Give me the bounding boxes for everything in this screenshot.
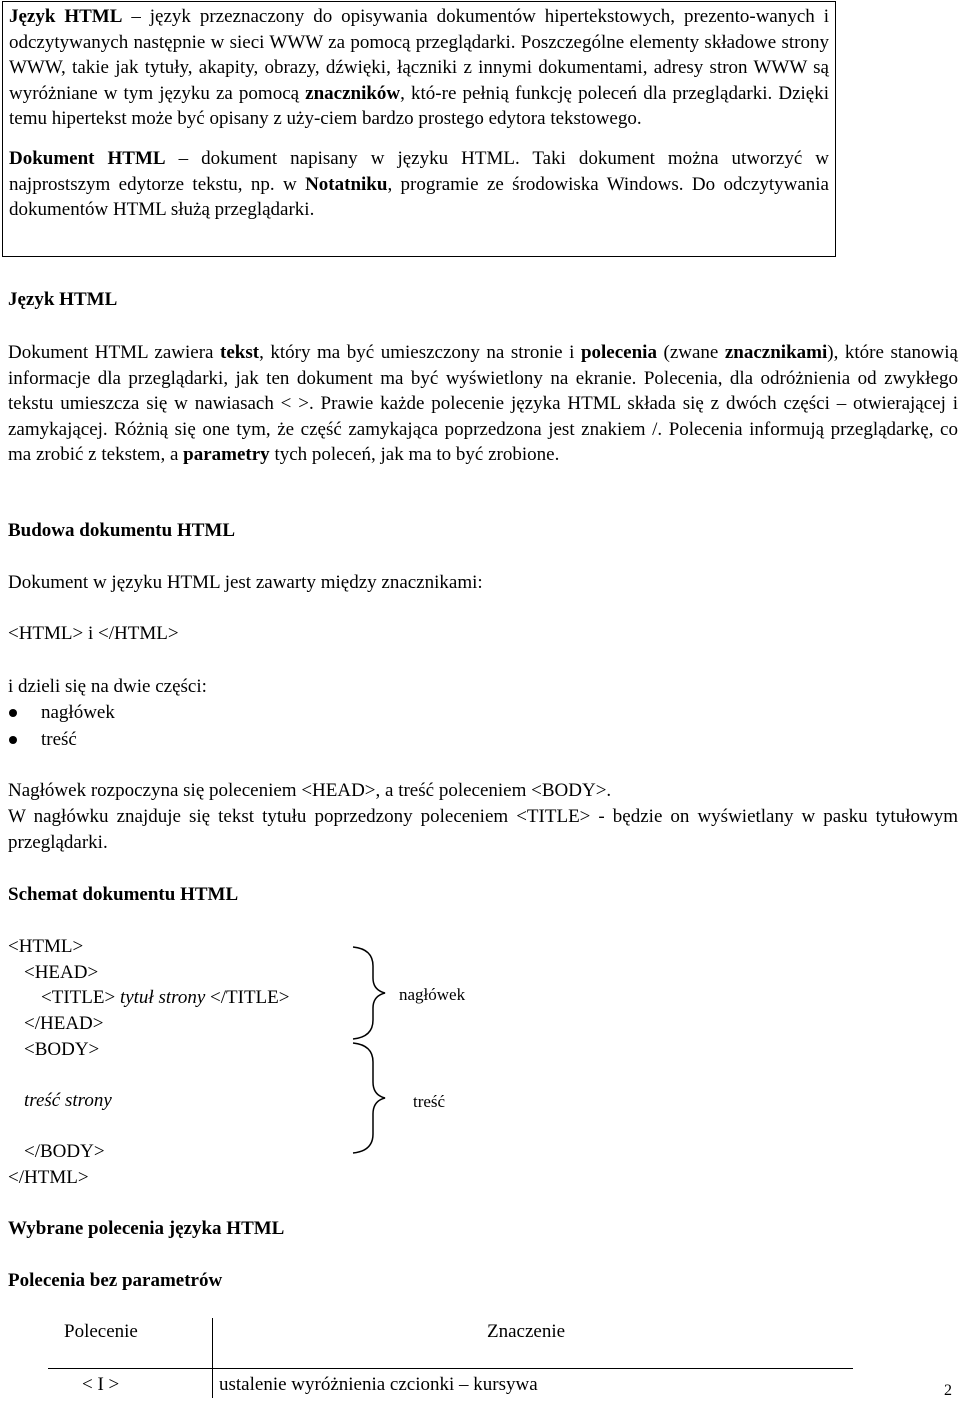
subheading-commands-without-params: Polecenia bez parametrów: [8, 1270, 223, 1291]
table-cell-command: < I >: [82, 1374, 120, 1395]
section-heading-selected-commands: Wybrane polecenia języka HTML: [8, 1218, 285, 1239]
body-brace-icon: [353, 1043, 385, 1153]
table-header-divider: [48, 1368, 853, 1369]
definition-box: [2, 1, 836, 257]
head-body-line: Nagłówek rozpoczyna się poleceniem <HEAD>, a treść poleceniem <BODY>.: [8, 780, 612, 801]
structure-intro: Dokument w języku HTML jest zawarty między znacznikami:: [8, 572, 483, 593]
commands-table: [8, 1318, 853, 1398]
term-html-document: Dokument HTML: [9, 147, 166, 169]
definition-html-document: Dokument HTML – dokument napisany w języku HTML. Taki dokument można utworzyć w najprostszym edytorze tekstu, np. w Notatniku, programie ze środowiska Windows. Do odczytywania dokumentów HTML służą przeglądarki.: [9, 147, 829, 221]
schema-title-line: <TITLE> tytuł strony </TITLE>: [41, 987, 290, 1008]
schema-head-close: </HEAD>: [24, 1013, 104, 1034]
schema-html-close: </HTML>: [8, 1167, 89, 1188]
label-body: treść: [413, 1092, 446, 1111]
list-item: treść: [8, 727, 115, 754]
schema-body-open: <BODY>: [24, 1039, 100, 1060]
schema-braces: [340, 940, 400, 1160]
html-tags-line: <HTML> i </HTML>: [8, 623, 179, 644]
paragraph-html-language: Dokument HTML zawiera tekst, który ma być umieszczony na stronie i polecenia (zwane znacznikami), które stanowią informacje dla przeglądarki, jak ten dokument ma być wyświetlony na ekranie. Polecenia, dla odróżnienia od zwykłego tekstu umieszcza się w nawiasach < >. Prawie każde polecenie języka HTML składa się z dwóch części – otwierającej i zamykającej. Różnią się one tym, że część zamykająca poprzedzona jest znakiem /. Polecenia informują przeglądarkę, co ma zrobić z tekstem, a parametry tych poleceń, jak ma to być zrobione.: [8, 342, 958, 466]
schema-head-open: <HEAD>: [24, 962, 99, 983]
section-heading-document-schema: Schemat dokumentu HTML: [8, 884, 239, 905]
title-description: W nagłówku znajduje się tekst tytułu poprzedzony poleceniem <TITLE> - będzie on wyświetlany w pasku tytułowym przeglądarki.: [8, 806, 958, 853]
section-heading-document-structure: Budowa dokumentu HTML: [8, 520, 236, 541]
section-heading-html-language: Język HTML: [8, 289, 118, 310]
term-html-language: Język HTML: [9, 6, 123, 27]
head-brace-icon: [353, 947, 385, 1039]
bullet-icon: [9, 709, 17, 717]
table-column-divider: [212, 1318, 213, 1398]
label-head: nagłówek: [399, 985, 466, 1004]
page-number: 2: [944, 1382, 952, 1399]
schema-html-open: <HTML>: [8, 936, 84, 957]
table-cell-meaning: ustalenie wyróżnienia czcionki – kursywa: [219, 1374, 538, 1395]
schema-body-text: treść strony: [24, 1090, 112, 1111]
parts-intro: i dzieli się na dwie części:: [8, 676, 207, 697]
table-header-meaning: Znaczenie: [487, 1321, 566, 1342]
schema-body-close: </BODY>: [24, 1141, 105, 1162]
parts-list: [8, 700, 115, 754]
bullet-icon: [9, 736, 17, 744]
definition-html-language: Język HTML – język przeznaczony do opisywania dokumentów hipertekstowych, prezento-wanych i odczytywanych następnie w sieci WWW za pomocą przeglądarki. Poszczególne elementy składowe strony WWW, takie jak tytuły, akapity, obrazy, dźwięki, łączniki z innymi dokumentami, adresy stron WWW są wyróżniane w tym języku za pomocą znaczników, któ-re pełnią funkcję poleceń dla przeglądarki. Dzięki temu hipertekst może być opisany z uży-ciem bardzo prostego edytora tekstowego.: [9, 6, 829, 130]
list-item: nagłówek: [8, 700, 115, 727]
table-header-command: Polecenie: [64, 1321, 138, 1342]
